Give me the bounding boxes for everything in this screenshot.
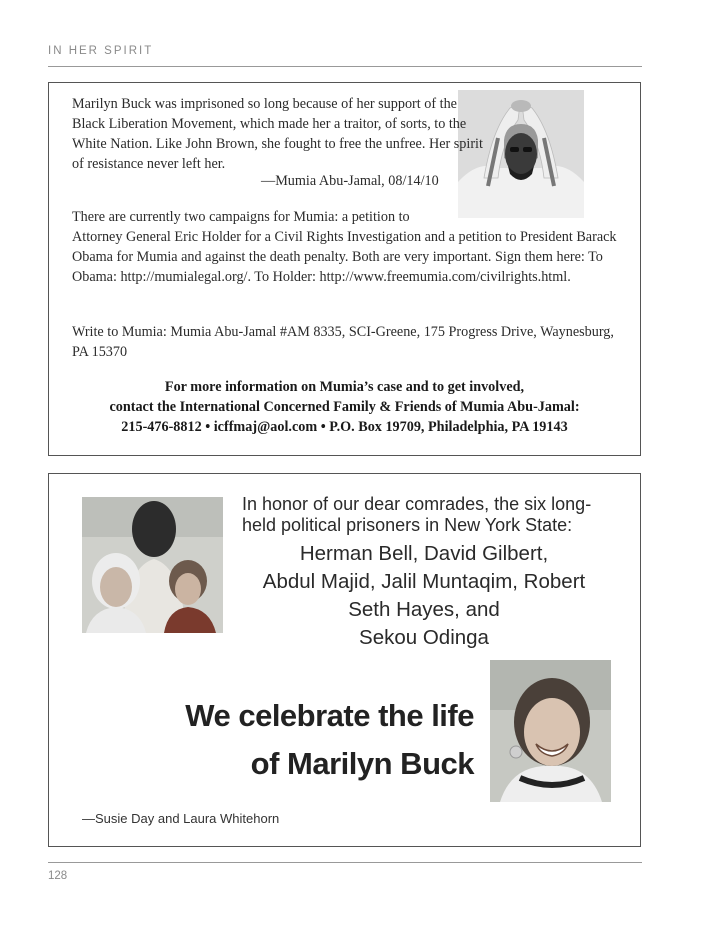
prisoner-names [229,540,619,652]
page-number: 128 [48,870,68,882]
footer-rule [48,862,642,863]
mumia-quote-box [48,82,641,456]
honor-line: In honor of our dear comrades, the six long- [242,494,592,514]
ad-credit: —Susie Day and Laura Whitehorn [82,811,280,826]
names-line: Seth Hayes, and [348,598,500,621]
contact-info-line: 215-476-8812 • icffmaj@aol.com • P.O. Box 19709, Philadelphia, PA 19143 [121,419,568,435]
marilyn-buck-photo [490,660,611,802]
running-head: IN HER SPIRIT [48,45,154,57]
write-to-address: Write to Mumia: Mumia Abu-Jamal #AM 8335, SCI-Greene, 175 Progress Drive, Waynesburg, PA 15370 [72,324,614,360]
celebrate-line: We celebrate the life [185,698,474,733]
tribute-ad-box [48,473,641,847]
campaigns-first-line: There are currently two campaigns for Mumia: a petition to [72,209,410,225]
honor-line: held political prisoners in New York State: [242,515,573,535]
names-line: Abdul Majid, Jalil Muntaqim, Robert [262,570,586,593]
celebrate-heading [154,692,474,788]
header-rule [48,66,642,67]
names-line: Herman Bell, David Gilbert, [299,542,549,565]
names-line: Sekou Odinga [359,626,489,649]
contact-info-line: For more information on Mumia’s case and to get involved, [164,379,525,395]
group-photo [82,497,223,633]
contact-info [49,377,640,437]
mumia-quote: Marilyn Buck was imprisoned so long because of her support of the Black Liberation Movement, which made her a traitor, of sorts, to the White Nation. Like John Brown, she fought to free the unfree. Her spirit of resistance never left her. [72,96,483,172]
celebrate-line: of Marilyn Buck [250,746,474,781]
campaigns-rest: Attorney General Eric Holder for a Civil Rights Investigation and a petition to President Barack Obama for Mumia and against the death penalty. Both are very important. Sign them here: To Obama: http://mumialegal.org/. To Holder: http://www.freemumia.com/civilrights.html. [72,229,617,285]
quote-signature: —Mumia Abu-Jamal, 08/14/10 [261,173,439,189]
campaigns-paragraph [72,207,617,287]
contact-info-line: contact the International Concerned Family & Friends of Mumia Abu-Jamal: [109,399,580,415]
honor-heading [242,494,632,536]
